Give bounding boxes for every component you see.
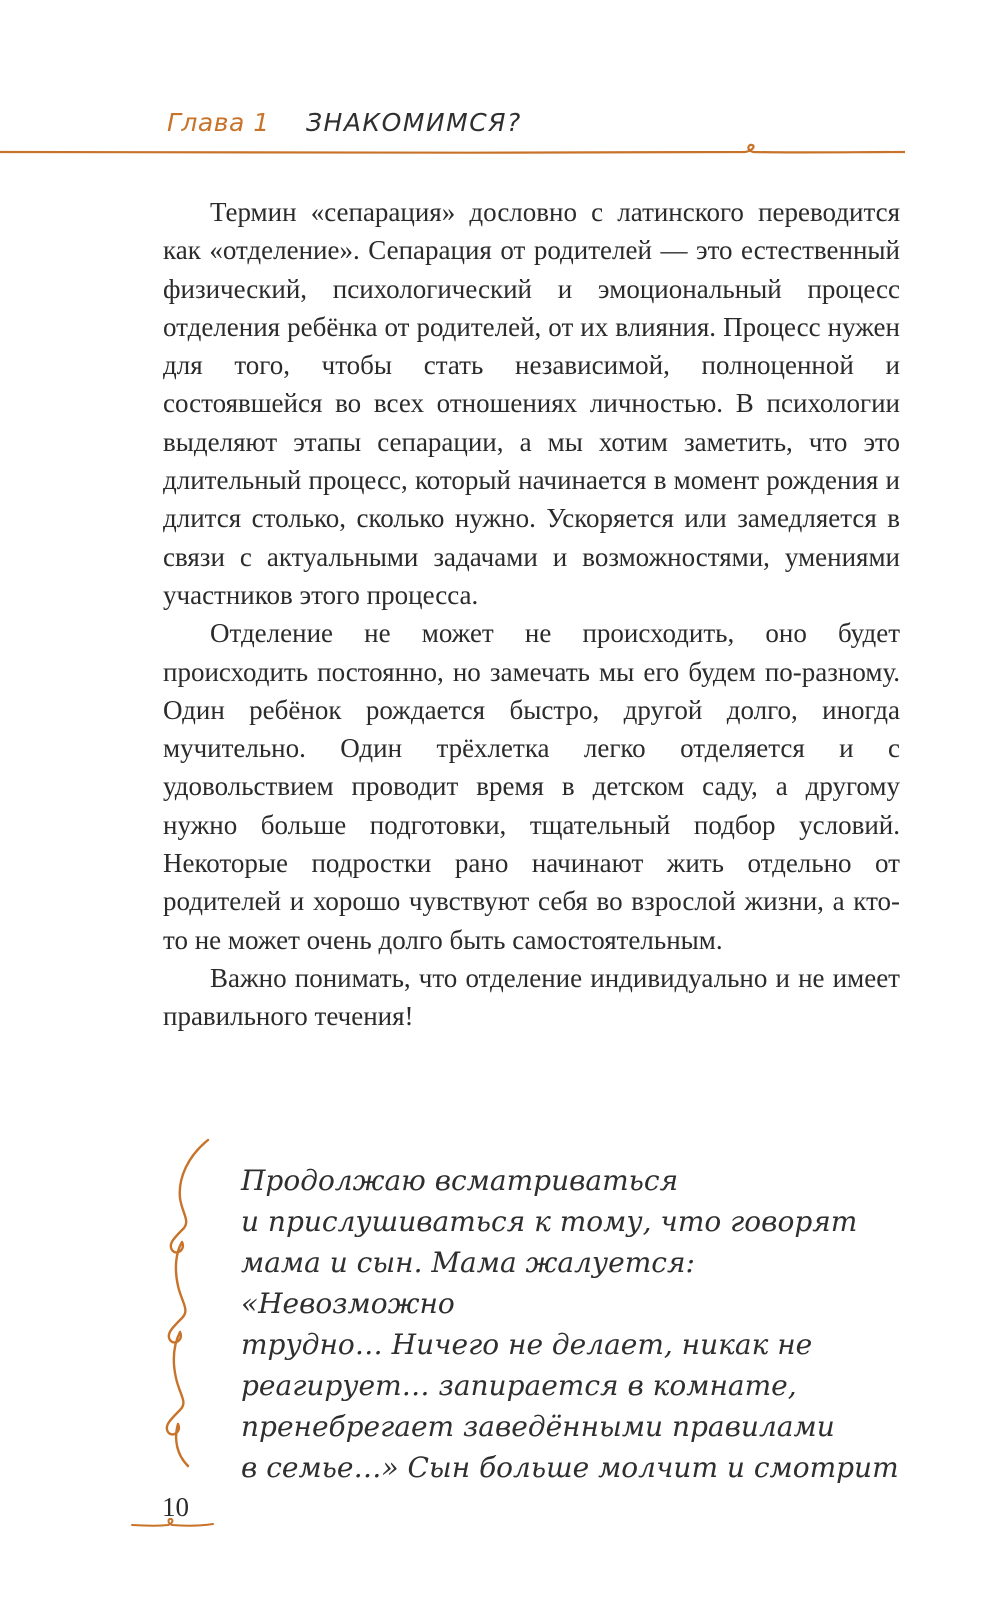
page-number-underline xyxy=(130,1515,215,1533)
body-text xyxy=(163,193,900,1036)
handwritten-quote: Продолжаю всматриваться и прислушиваться к тому, что говорят мама и сын. Мама жалуется: «Невозможно трудно… Ничего не делает, никак не реагирует… запирается в комнате, пренебрегает заведёнными правилами в семье…» Сын больше молчит и смотрит xyxy=(241,1164,899,1484)
paragraph: Отделение не может не происходить, оно будет происходить постоянно, но замечать мы его будем по-разному. Один ребёнок рождается быстро, другой долго, иногда мучительно. Один трёхлетка легко отделяется и с удовольствием проводит время в детском саду, а другому нужно больше подготовки, тщательный подбор условий. Некоторые подростки рано начинают жить отдельно от родителей и хорошо чувствуют себя во взрослой жизни, а кто-то не может очень долго быть самостоятельным. xyxy=(163,618,900,955)
paragraph: Важно понимать, что отделение индивидуально и не имеет правильного течения! xyxy=(163,962,900,1032)
paragraph: Термин «сепарация» дословно с латинского переводится как «отделение». Сепарация от родителей — это естественный физический, психологический и эмоциональный процесс отделения ребёнка от родителей, от их влияния. Процесс нужен для того, чтобы стать независимой, полноценной и состоявшейся во всех отношениях личностью. В психологии выделяют этапы сепарации, а мы хотим заметить, что это длительный процесс, который начинается в момент рождения и длится столько, сколько нужно. Ускоряется или замедляется в связи с актуальными задачами и возможностями, умениями участников этого процесса. xyxy=(163,197,900,610)
header-divider xyxy=(0,140,905,170)
chapter-title: ЗНАКОМИМСЯ? xyxy=(306,108,522,137)
quote-bracket-ornament xyxy=(160,1138,230,1468)
page-number: 10 xyxy=(162,1492,189,1522)
chapter-label: Глава 1 xyxy=(167,108,270,137)
